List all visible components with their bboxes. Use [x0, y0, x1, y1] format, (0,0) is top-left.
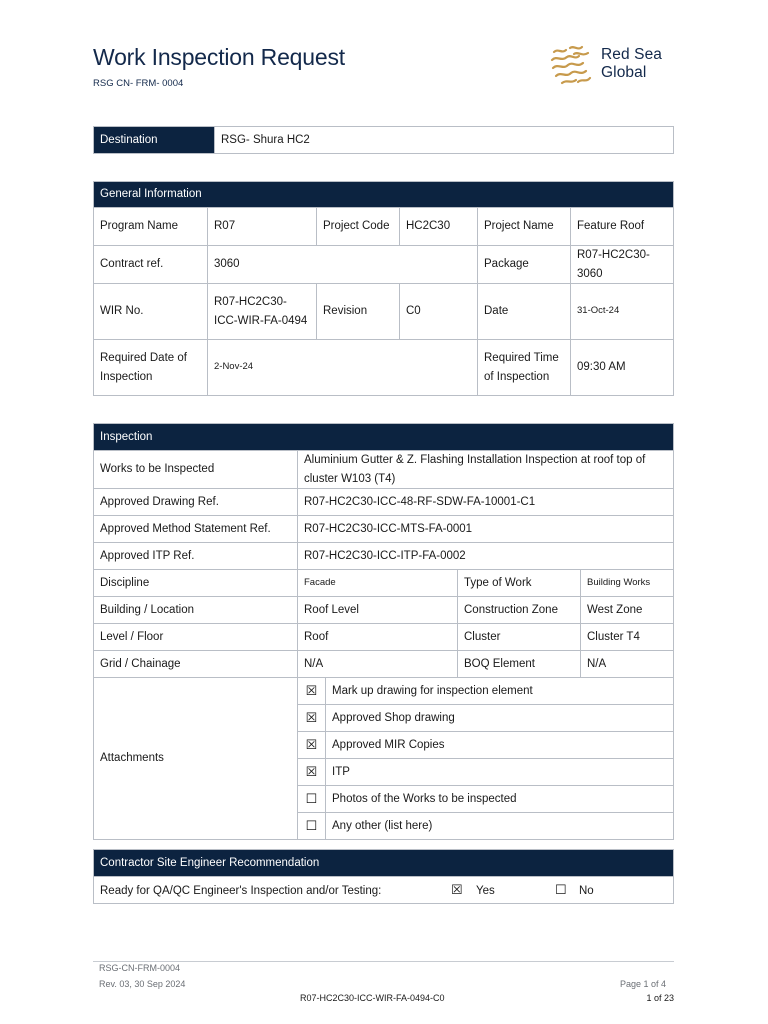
attachment-checkbox[interactable]: ☒ [298, 759, 326, 786]
contract-ref-label: Contract ref. [94, 246, 208, 284]
ready-label: Ready for QA/QC Engineer's Inspection and/or Testing: [100, 885, 382, 897]
grid-chainage-value: N/A [298, 651, 458, 678]
drawing-ref-value: R07-HC2C30-ICC-48-RF-SDW-FA-10001-C1 [298, 489, 674, 516]
attachment-checkbox[interactable]: ☐ [298, 813, 326, 840]
revision-label: Revision [317, 284, 400, 340]
works-value: Aluminium Gutter & Z. Flashing Installation Inspection at roof top of cluster W103 (T4) [298, 451, 674, 489]
footer-doc-page: 1 of 23 [646, 993, 674, 1003]
itp-ref-label: Approved ITP Ref. [94, 543, 298, 570]
method-statement-label: Approved Method Statement Ref. [94, 516, 298, 543]
project-code-label: Project Code [317, 208, 400, 246]
contractor-recommendation-table [93, 849, 674, 904]
red-sea-global-logo [548, 42, 678, 88]
package-label: Package [478, 246, 571, 284]
construction-zone-label: Construction Zone [458, 597, 581, 624]
destination-table [93, 126, 674, 154]
building-location-label: Building / Location [94, 597, 298, 624]
program-name-value: R07 [208, 208, 317, 246]
revision-value: C0 [400, 284, 478, 340]
cluster-label: Cluster [458, 624, 581, 651]
cluster-value: Cluster T4 [581, 624, 674, 651]
attachment-label: ITP [326, 759, 674, 786]
attachment-label: Photos of the Works to be inspected [326, 786, 674, 813]
inspection-heading: Inspection [94, 424, 674, 451]
no-checkbox[interactable]: ☐ [555, 882, 567, 897]
yes-label: Yes [476, 885, 495, 897]
date-label: Date [478, 284, 571, 340]
general-information-table [93, 181, 674, 396]
drawing-ref-label: Approved Drawing Ref. [94, 489, 298, 516]
method-statement-value: R07-HC2C30-ICC-MTS-FA-0001 [298, 516, 674, 543]
required-time-label: Required Time of Inspection [478, 340, 571, 396]
attachment-label: Approved Shop drawing [326, 705, 674, 732]
grid-chainage-label: Grid / Chainage [94, 651, 298, 678]
contractor-recommendation-heading: Contractor Site Engineer Recommendation [94, 850, 674, 877]
wir-no-label: WIR No. [94, 284, 208, 340]
footer-form-code: RSG-CN-FRM-0004 [99, 963, 181, 973]
logo-line-1: Red Sea [601, 46, 663, 63]
required-date-label: Required Date of Inspection [94, 340, 208, 396]
attachment-checkbox[interactable]: ☒ [298, 705, 326, 732]
building-location-value: Roof Level [298, 597, 458, 624]
project-name-value: Feature Roof [571, 208, 674, 246]
discipline-label: Discipline [94, 570, 298, 597]
footer-revision: Rev. 03, 30 Sep 2024 [99, 979, 186, 989]
ready-for-inspection-row [94, 877, 674, 904]
package-value: R07-HC2C30-3060 [571, 246, 674, 284]
footer-divider [93, 961, 674, 962]
attachment-checkbox[interactable]: ☒ [298, 732, 326, 759]
attachment-label: Approved MIR Copies [326, 732, 674, 759]
type-of-work-value: Building Works [581, 570, 674, 597]
footer-page-number: Page 1 of 4 [619, 979, 666, 989]
no-label: No [579, 885, 594, 897]
discipline-value: Facade [298, 570, 458, 597]
attachment-label: Mark up drawing for inspection element [326, 678, 674, 705]
project-code-value: HC2C30 [400, 208, 478, 246]
required-time-value: 09:30 AM [571, 340, 674, 396]
logo-line-2: Global [601, 64, 647, 81]
project-name-label: Project Name [478, 208, 571, 246]
destination-label: Destination [94, 127, 215, 154]
date-value: 31-Oct-24 [571, 284, 674, 340]
attachment-checkbox[interactable]: ☒ [298, 678, 326, 705]
contract-ref-value: 3060 [208, 246, 478, 284]
program-name-label: Program Name [94, 208, 208, 246]
logo-mark-icon [548, 42, 594, 88]
destination-value: RSG- Shura HC2 [215, 127, 674, 154]
boq-element-label: BOQ Element [458, 651, 581, 678]
level-floor-label: Level / Floor [94, 624, 298, 651]
yes-checkbox[interactable]: ☒ [451, 882, 463, 897]
required-date-value: 2-Nov-24 [208, 340, 478, 396]
level-floor-value: Roof [298, 624, 458, 651]
construction-zone-value: West Zone [581, 597, 674, 624]
itp-ref-value: R07-HC2C30-ICC-ITP-FA-0002 [298, 543, 674, 570]
wir-no-value: R07-HC2C30-ICC-WIR-FA-0494 [208, 284, 317, 340]
boq-element-value: N/A [581, 651, 674, 678]
general-information-heading: General Information [94, 182, 674, 208]
form-code: RSG CN- FRM- 0004 [93, 78, 184, 89]
attachments-label: Attachments [94, 678, 298, 840]
logo-wordmark [601, 46, 662, 82]
type-of-work-label: Type of Work [458, 570, 581, 597]
footer-doc-ref: R07-HC2C30-ICC-WIR-FA-0494-C0 [300, 993, 445, 1003]
attachment-label: Any other (list here) [326, 813, 674, 840]
inspection-table [93, 423, 674, 840]
works-label: Works to be Inspected [94, 451, 298, 489]
page-title: Work Inspection Request [93, 44, 345, 70]
attachment-checkbox[interactable]: ☐ [298, 786, 326, 813]
